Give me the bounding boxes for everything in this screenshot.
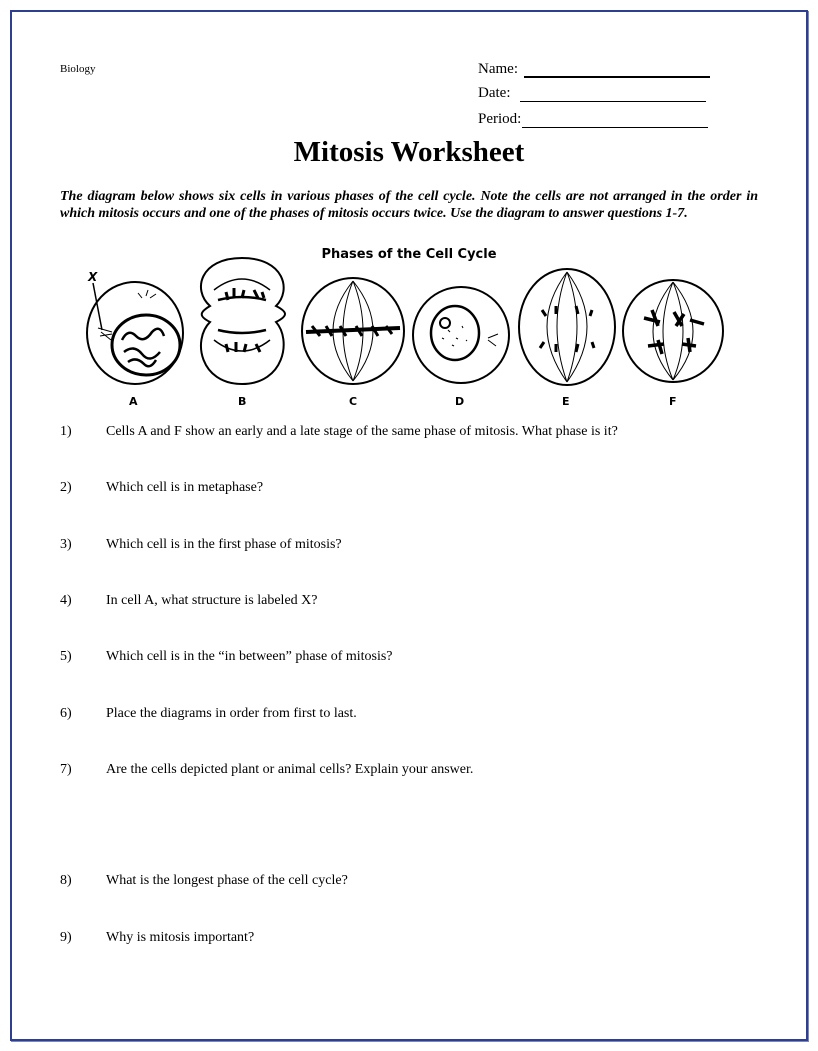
question-number: 7) bbox=[60, 762, 72, 777]
cell-label-f: F bbox=[669, 395, 677, 408]
cell-label-b: B bbox=[238, 395, 247, 408]
question-number: 9) bbox=[60, 930, 72, 945]
question-text: Why is mitosis important? bbox=[106, 930, 255, 945]
question-text: Which cell is in the first phase of mitosis? bbox=[106, 537, 342, 552]
question-number: 6) bbox=[60, 706, 72, 721]
question-7 bbox=[60, 762, 473, 778]
cell-label-d: D bbox=[455, 395, 465, 408]
cell-label-e: E bbox=[562, 395, 570, 408]
question-1 bbox=[60, 424, 618, 440]
date-label: Date: bbox=[478, 85, 511, 101]
question-text: Which cell is in the “in between” phase of mitosis? bbox=[106, 649, 393, 664]
question-number: 2) bbox=[60, 480, 72, 495]
instructions: The diagram below shows six cells in various phases of the cell cycle. Note the cells are not arranged in the order in which mitosis occurs and one of the phases of mitosis occurs twice. Use the diagram to answer questions 1-7. bbox=[60, 189, 758, 221]
cell-c bbox=[302, 278, 404, 384]
page-title: Mitosis Worksheet bbox=[293, 136, 525, 168]
cell-f bbox=[623, 280, 723, 382]
cell-d bbox=[413, 287, 509, 383]
question-number: 4) bbox=[60, 593, 72, 608]
cell-cycle-diagram bbox=[0, 0, 818, 420]
cell-label-a: A bbox=[129, 395, 138, 408]
subject-label: Biology bbox=[60, 63, 96, 75]
cell-b bbox=[201, 258, 285, 384]
question-text: Cells A and F show an early and a late stage of the same phase of mitosis. What phase is it? bbox=[106, 424, 618, 439]
period-label: Period: bbox=[478, 111, 522, 127]
question-number: 1) bbox=[60, 424, 72, 439]
cell-a bbox=[87, 282, 183, 384]
question-text: Which cell is in metaphase? bbox=[106, 480, 264, 495]
question-text: In cell A, what structure is labeled X? bbox=[106, 593, 318, 608]
question-text: Are the cells depicted plant or animal cells? Explain your answer. bbox=[106, 762, 474, 777]
question-5 bbox=[60, 649, 393, 665]
question-4 bbox=[60, 593, 317, 609]
question-8 bbox=[60, 873, 348, 889]
question-3 bbox=[60, 537, 342, 553]
question-2 bbox=[60, 480, 263, 496]
name-label: Name: bbox=[478, 61, 518, 77]
diagram-title: Phases of the Cell Cycle bbox=[321, 247, 497, 262]
question-number: 8) bbox=[60, 873, 72, 888]
question-text: What is the longest phase of the cell cycle? bbox=[106, 873, 348, 888]
question-text: Place the diagrams in order from first to last. bbox=[106, 706, 357, 721]
pointer-label-x: X bbox=[88, 270, 98, 284]
question-9 bbox=[60, 930, 254, 946]
cell-e bbox=[519, 269, 615, 385]
question-number: 5) bbox=[60, 649, 72, 664]
question-6 bbox=[60, 706, 357, 722]
question-number: 3) bbox=[60, 537, 72, 552]
cell-label-c: C bbox=[349, 395, 358, 408]
